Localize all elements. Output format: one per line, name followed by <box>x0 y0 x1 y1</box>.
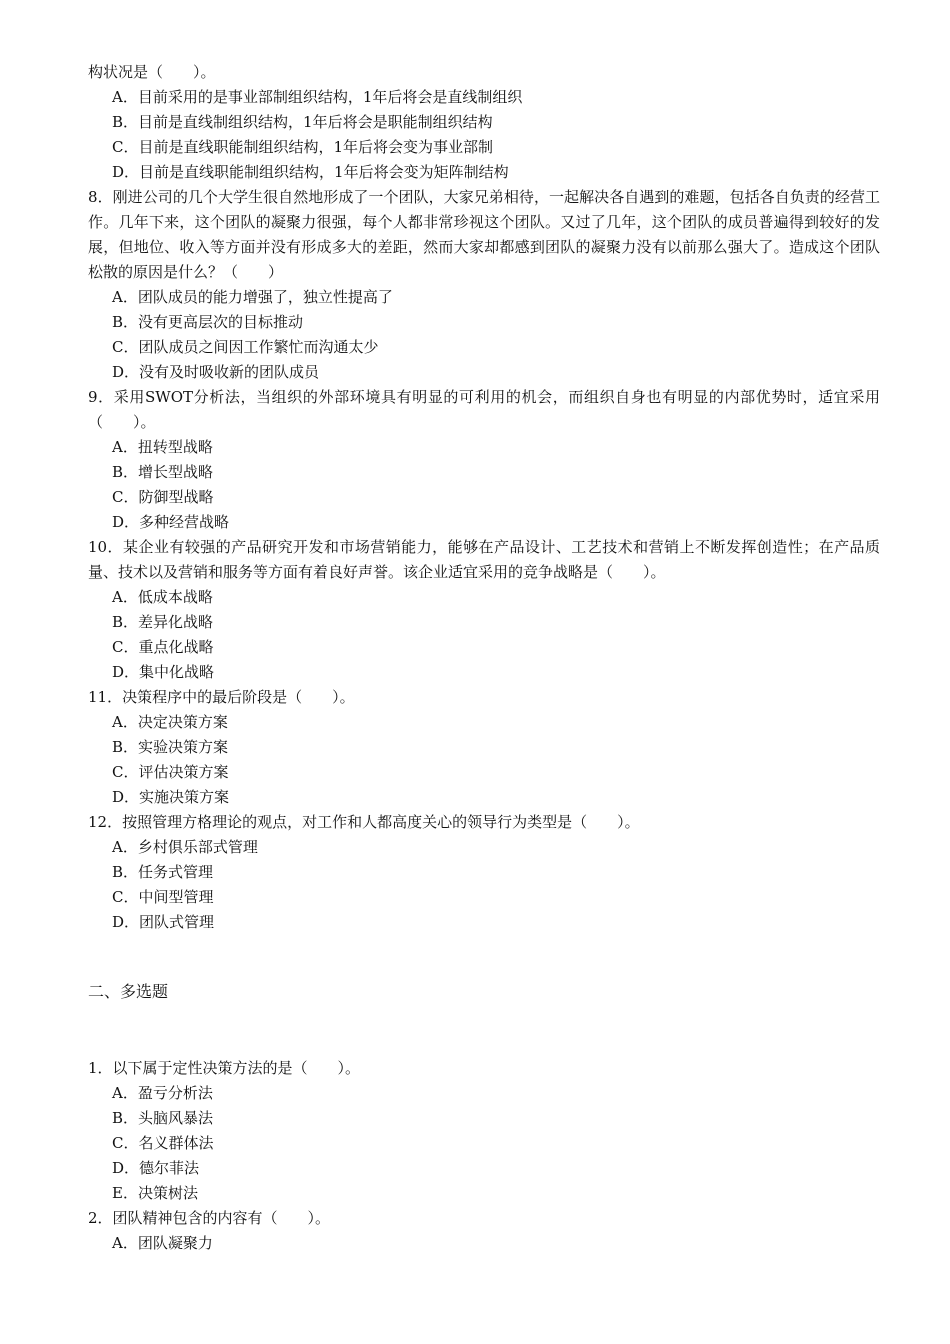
question-10-stem: 10．某企业有较强的产品研究开发和市场营销能力，能够在产品设计、工艺技术和营销上不断发挥创造性；在产品质量、技术以及营销和服务等方面有着良好声誉。该企业适宜采用的竞争战略是（ ）。 <box>88 538 880 581</box>
multi-question-1-stem: 1．以下属于定性决策方法的是（ ）。 <box>88 1059 361 1077</box>
question-12 <box>88 810 880 935</box>
question-8-option-d: D．没有及时吸收新的团队成员 <box>112 363 320 381</box>
question-8-option-b: B．没有更高层次的目标推动 <box>112 313 304 331</box>
page-content <box>88 60 880 1256</box>
multi-question-1 <box>88 1056 880 1206</box>
question-7-option-c: C．目前是直线职能制组织结构，1年后将会变为事业部制 <box>112 138 494 156</box>
section-heading-multiple-choice: 二、多选题 <box>88 982 169 1001</box>
question-7-stem-tail: 构状况是（ ）。 <box>88 63 216 81</box>
multi-question-2 <box>88 1206 880 1256</box>
multi-question-1-option-e: E．决策树法 <box>112 1184 198 1202</box>
question-10-option-b: B．差异化战略 <box>112 613 214 631</box>
multi-question-2-option-a: A．团队凝聚力 <box>112 1234 213 1252</box>
question-9-option-d: D．多种经营战略 <box>112 513 230 531</box>
question-11-option-b: B．实验决策方案 <box>112 738 229 756</box>
question-8-stem: 8．刚进公司的几个大学生很自然地形成了一个团队，大家兄弟相待，一起解决各自遇到的难题，包括各自负责的经营工作。几年下来，这个团队的凝聚力很强，每个人都非常珍视这个团队。又过了几年，这个团队的成员普遍得到较好的发展，但地位、收入等方面并没有形成多大的差距，然而大家却都感到团队的凝聚力没有以前那么强大了。造成这个团队松散的原因是什么？（ ） <box>88 188 880 281</box>
question-9 <box>88 385 880 535</box>
question-10-option-a: A．低成本战略 <box>112 588 213 606</box>
multi-question-1-option-c: C．名义群体法 <box>112 1134 214 1152</box>
question-8-option-c: C．团队成员之间因工作繁忙而沟通太少 <box>112 338 379 356</box>
question-12-option-d: D．团队式管理 <box>112 913 215 931</box>
question-12-stem: 12．按照管理方格理论的观点，对工作和人都高度关心的领导行为类型是（ ）。 <box>88 813 640 831</box>
question-7-option-a: A．目前采用的是事业部制组织结构，1年后将会是直线制组织 <box>112 88 523 106</box>
question-9-option-b: B．增长型战略 <box>112 463 214 481</box>
question-12-option-b: B．任务式管理 <box>112 863 214 881</box>
question-8-option-a: A．团队成员的能力增强了，独立性提高了 <box>112 288 393 306</box>
question-7-option-b: B．目前是直线制组织结构，1年后将会是职能制组织结构 <box>112 113 493 131</box>
multi-question-1-option-a: A．盈亏分析法 <box>112 1084 213 1102</box>
question-12-option-a: A．乡村俱乐部式管理 <box>112 838 258 856</box>
question-10-option-d: D．集中化战略 <box>112 663 215 681</box>
question-8 <box>88 185 880 385</box>
question-12-option-c: C．中间型管理 <box>112 888 214 906</box>
question-11-stem: 11．决策程序中的最后阶段是（ ）。 <box>88 688 355 706</box>
question-7 <box>88 60 880 185</box>
question-9-stem: 9．采用SWOT分析法，当组织的外部环境具有明显的可利用的机会，而组织自身也有明显的内部优势时，适宜采用（ ）。 <box>88 388 880 431</box>
question-10-option-c: C．重点化战略 <box>112 638 214 656</box>
question-11 <box>88 685 880 810</box>
question-11-option-a: A．决定决策方案 <box>112 713 228 731</box>
multi-question-1-option-d: D．德尔菲法 <box>112 1159 200 1177</box>
question-9-option-c: C．防御型战略 <box>112 488 214 506</box>
question-7-option-d: D．目前是直线职能制组织结构，1年后将会变为矩阵制结构 <box>112 163 509 181</box>
multi-question-2-stem: 2．团队精神包含的内容有（ ）。 <box>88 1209 331 1227</box>
question-11-option-d: D．实施决策方案 <box>112 788 230 806</box>
multi-question-1-option-b: B．头脑风暴法 <box>112 1109 214 1127</box>
question-10 <box>88 535 880 685</box>
question-9-option-a: A．扭转型战略 <box>112 438 213 456</box>
question-11-option-c: C．评估决策方案 <box>112 763 229 781</box>
